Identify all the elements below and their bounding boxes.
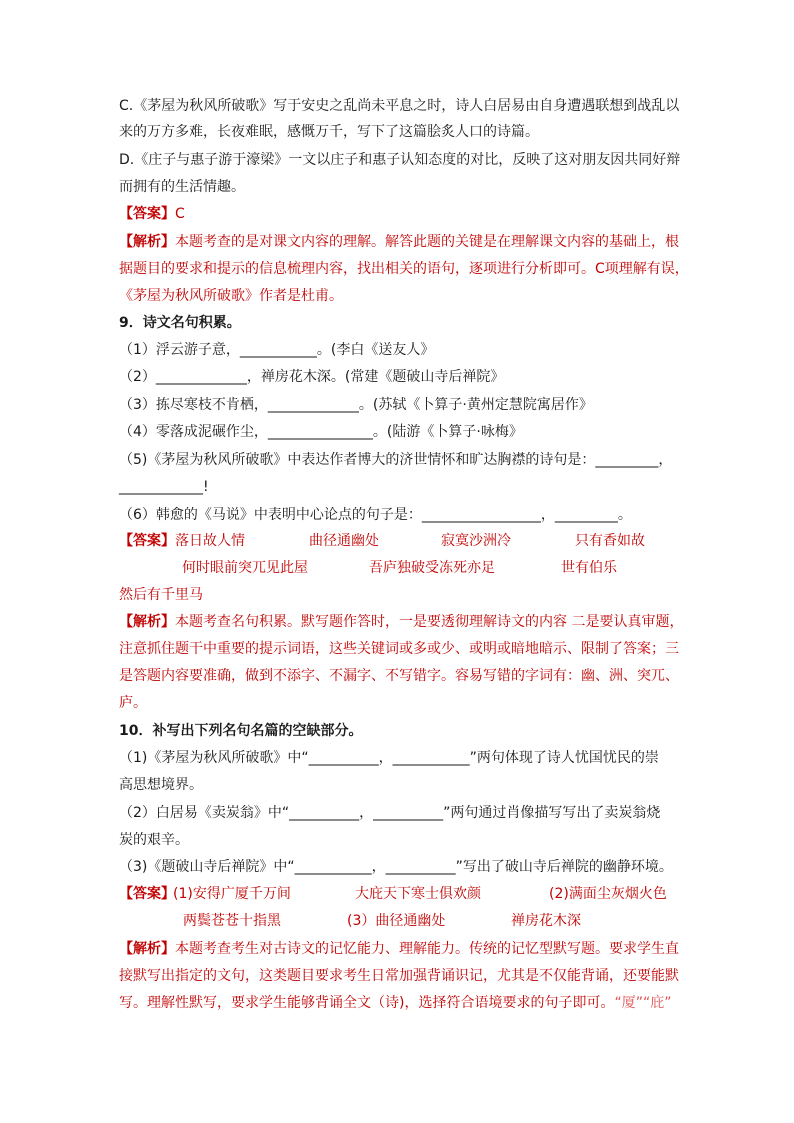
answer-item: 禅房花木深: [511, 913, 581, 929]
q10-title: 10．补写出下列名句名篇的空缺部分。: [119, 723, 363, 739]
answer-label: 【答案】: [119, 886, 175, 902]
analysis-text: 本题考查名句积累。默写题作答时，一是要透彻理解诗文的内容 二是要认真审题，: [175, 614, 684, 630]
answer-item: 两鬓苍苍十指黑: [183, 913, 281, 929]
q9-item-1: （1）浮云游子意，___________。(李白《送友人》: [119, 342, 435, 358]
answer-item: 曲径通幽处: [309, 533, 379, 549]
q9-item-5-cont: ____________!: [119, 479, 209, 495]
q9-answer-line-2: [119, 558, 689, 578]
answer-item: (1)安得广厦千万间: [173, 886, 291, 902]
q9-analysis-line-3: 是答题内容要准确，做到不添字、不漏字、不写错字。容易写错的字词有：幽、洲、突兀、: [119, 668, 679, 684]
q9-item-3: （3）拣尽寒枝不肯栖，_____________。(苏轼《卜算子·黄州定慧院寓居作》: [119, 397, 593, 413]
analysis-text: 本题考查考生对古诗文的记忆能力、理解能力。传统的记忆型默写题。要求学生直: [175, 941, 679, 957]
answer-item: 落日故人情: [175, 533, 245, 549]
q10-item-3: （3)《题破山寺后禅院》中“___________，__________”写出了破山寺后禅院的幽静环境。: [119, 859, 673, 875]
q8-option-d-line-1: D.《庄子与惠子游于濠梁》一文以庄子和惠子认知态度的对比，反映了这对朋友因共同好辩: [119, 152, 681, 168]
q9-item-2: （2）_____________，禅房花木深。(常建《题破山寺后禅院》: [119, 369, 505, 385]
analysis-label: 【解析】: [119, 234, 175, 250]
q8-option-c-line-1: C.《茅屋为秋风所破歌》写于安史之乱尚未平息之时，诗人白居易由自身遭遇联想到战乱以: [119, 98, 680, 114]
answer-item: (2)满面尘灰烟火色: [549, 886, 667, 902]
q10-analysis-line-3: [119, 993, 689, 1013]
answer-value: C: [175, 206, 185, 222]
q9-analysis-line-1: [119, 612, 689, 632]
q10-item-2-cont: 炭的艰辛。: [119, 832, 189, 848]
q8-analysis-line-3: 《茅屋为秋风所破歌》作者是杜甫。: [119, 288, 343, 304]
q9-answer-line-1: [119, 531, 689, 551]
answer-item: (3）曲径通幽处: [347, 913, 446, 929]
q10-item-1-cont: 高思想境界。: [119, 777, 203, 793]
answer-item: 吾庐独破受冻死亦足: [369, 560, 495, 576]
q9-item-5: （5)《茅屋为秋风所破歌》中表达作者博大的济世情怀和旷达胸襟的诗句是：_________，: [119, 452, 673, 468]
answer-label: 【答案】: [119, 206, 175, 222]
analysis-label: 【解析】: [119, 941, 175, 957]
q8-answer: [119, 204, 689, 224]
answer-item: 寂寞沙洲冷: [441, 533, 511, 549]
q9-analysis-line-2: 注意抓住题干中重要的提示词语，这些关键词或多或少、或明或暗地暗示、限制了答案；三: [119, 641, 679, 657]
answer-label: 【答案】: [119, 533, 175, 549]
q10-item-2: （2）白居易《卖炭翁》中“__________，__________”两句通过肖像描写写出了卖炭翁烧: [119, 805, 661, 821]
analysis-text: 写。理解性默写，要求学生能够背诵全文（诗)，选择符合语境要求的句子即可。: [119, 995, 615, 1011]
answer-item: 世有伯乐: [561, 560, 617, 576]
q9-item-6: （6）韩愈的《马说》中表明中心论点的句子是：_________________，_________。: [119, 507, 632, 523]
q8-option-d-line-2: 而拥有的生活情趣。: [119, 179, 245, 195]
q10-analysis-line-2: 接默写出指定的文句，这类题目要求考生日常加强背诵识记，尤其是不仅能背诵，还要能默: [119, 968, 679, 984]
q9-item-4: （4）零落成泥碾作尘，_______________。(陆游《卜算子·咏梅》: [119, 424, 523, 440]
q9-analysis-line-4: 庐。: [119, 695, 147, 711]
answer-item: 只有香如故: [575, 533, 645, 549]
analysis-tail: “厦”“庇”: [614, 995, 672, 1011]
q10-analysis-line-1: [119, 939, 689, 959]
answer-item: 大庇天下寒士俱欢颜: [355, 886, 481, 902]
analysis-label: 【解析】: [119, 614, 175, 630]
q9-answer-line-3: 然后有千里马: [119, 587, 203, 603]
answer-item: 何时眼前突兀见此屋: [182, 560, 308, 576]
q10-answer-line-2: [119, 911, 689, 931]
q10-answer-line-1: [119, 884, 689, 904]
q9-title: 9．诗文名句积累。: [119, 315, 241, 331]
q10-item-1: （1)《茅屋为秋风所破歌》中“__________，___________”两句体现了诗人忧国忧民的崇: [119, 750, 659, 766]
q8-analysis-line-2: 据题目的要求和提示的信息梳理内容，找出相关的语句，逐项进行分析即可。C项理解有误，: [119, 261, 689, 277]
q8-analysis-line-1: [119, 232, 689, 252]
analysis-text: 本题考查的是对课文内容的理解。解答此题的关键是在理解课文内容的基础上，根: [175, 234, 679, 250]
q8-option-c-line-2: 来的万方多难，长夜难眠，感慨万千，写下了这篇脍炙人口的诗篇。: [119, 124, 539, 140]
